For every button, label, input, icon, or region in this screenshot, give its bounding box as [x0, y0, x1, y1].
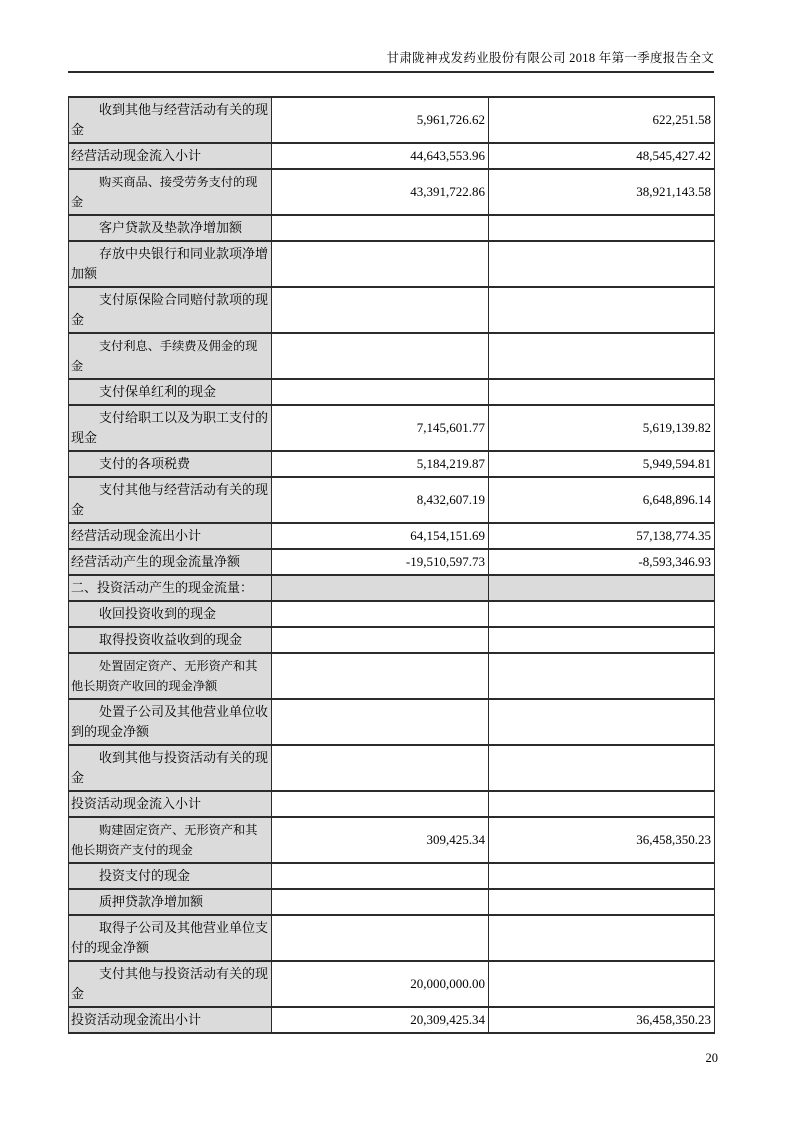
row-value-current [272, 627, 489, 653]
row-label: 经营活动现金流入小计 [69, 143, 272, 169]
row-value-current [272, 863, 489, 889]
table-row [69, 405, 715, 451]
row-label: 投资活动现金流出小计 [69, 1007, 272, 1033]
row-label: 购买商品、接受劳务支付的现金 [69, 169, 272, 215]
row-value-current: 8,432,607.19 [272, 477, 489, 523]
table-row [69, 451, 715, 477]
row-value-prior [489, 889, 715, 915]
row-value-prior [489, 915, 715, 961]
row-value-prior: 48,545,427.42 [489, 143, 715, 169]
row-value-current: 20,309,425.34 [272, 1007, 489, 1033]
row-value-current [272, 699, 489, 745]
row-value-current [272, 601, 489, 627]
row-value-current: 5,184,219.87 [272, 451, 489, 477]
table-row [69, 97, 715, 143]
table-row [69, 215, 715, 241]
row-value-prior [489, 863, 715, 889]
row-label: 取得投资收益收到的现金 [69, 627, 272, 653]
table-row [69, 575, 715, 601]
row-label: 支付保单红利的现金 [69, 379, 272, 405]
table-row [69, 379, 715, 405]
table-row [69, 143, 715, 169]
table-row [69, 241, 715, 287]
row-value-current: 64,154,151.69 [272, 523, 489, 549]
row-value-prior [489, 287, 715, 333]
row-label: 质押贷款净增加额 [69, 889, 272, 915]
table-row [69, 863, 715, 889]
row-value-current [272, 745, 489, 791]
row-value-prior [489, 379, 715, 405]
row-value-current: 5,961,726.62 [272, 97, 489, 143]
row-value-prior [489, 241, 715, 287]
table-row [69, 915, 715, 961]
row-label: 支付其他与投资活动有关的现金 [69, 961, 272, 1007]
row-value-prior: 38,921,143.58 [489, 169, 715, 215]
row-value-prior [489, 699, 715, 745]
row-value-prior [489, 575, 715, 601]
row-value-current [272, 791, 489, 817]
row-value-current [272, 575, 489, 601]
row-label: 收到其他与投资活动有关的现金 [69, 745, 272, 791]
table-row [69, 653, 715, 699]
row-value-prior [489, 627, 715, 653]
row-value-current: 20,000,000.00 [272, 961, 489, 1007]
row-value-prior [489, 745, 715, 791]
row-value-prior [489, 791, 715, 817]
row-label: 支付其他与经营活动有关的现金 [69, 477, 272, 523]
row-value-current [272, 915, 489, 961]
row-value-prior [489, 333, 715, 379]
page-number: 20 [705, 1051, 718, 1065]
row-value-current [272, 333, 489, 379]
row-value-prior: 57,138,774.35 [489, 523, 715, 549]
table-row [69, 549, 715, 575]
row-label: 投资活动现金流入小计 [69, 791, 272, 817]
row-value-prior [489, 653, 715, 699]
table-row [69, 961, 715, 1007]
cash-flow-table [68, 96, 715, 1034]
row-label: 收到其他与经营活动有关的现金 [69, 97, 272, 143]
header-title: 甘肃陇神戎发药业股份有限公司 2018 年第一季度报告全文 [386, 51, 714, 65]
row-value-current [272, 287, 489, 333]
row-label: 二、投资活动产生的现金流量： [69, 575, 272, 601]
table-row [69, 699, 715, 745]
row-label: 支付的各项税费 [69, 451, 272, 477]
row-value-prior: 622,251.58 [489, 97, 715, 143]
row-label: 投资支付的现金 [69, 863, 272, 889]
row-value-prior: 5,949,594.81 [489, 451, 715, 477]
row-label: 收回投资收到的现金 [69, 601, 272, 627]
cash-flow-table-body [69, 97, 715, 1033]
row-value-prior [489, 961, 715, 1007]
row-value-current [272, 215, 489, 241]
row-value-current: 44,643,553.96 [272, 143, 489, 169]
table-row [69, 791, 715, 817]
row-label: 支付给职工以及为职工支付的现金 [69, 405, 272, 451]
table-row [69, 889, 715, 915]
table-row [69, 333, 715, 379]
row-label: 购建固定资产、无形资产和其他长期资产支付的现金 [69, 817, 272, 863]
row-label: 处置固定资产、无形资产和其他长期资产收回的现金净额 [69, 653, 272, 699]
row-label: 取得子公司及其他营业单位支付的现金净额 [69, 915, 272, 961]
row-value-current [272, 889, 489, 915]
table-row [69, 601, 715, 627]
table-row [69, 477, 715, 523]
table-row [69, 169, 715, 215]
row-label: 客户贷款及垫款净增加额 [69, 215, 272, 241]
row-label: 经营活动现金流出小计 [69, 523, 272, 549]
row-value-current [272, 379, 489, 405]
table-row [69, 287, 715, 333]
row-value-current: 309,425.34 [272, 817, 489, 863]
row-label: 支付利息、手续费及佣金的现金 [69, 333, 272, 379]
row-value-prior: -8,593,346.93 [489, 549, 715, 575]
row-value-prior [489, 601, 715, 627]
row-value-prior: 5,619,139.82 [489, 405, 715, 451]
table-row [69, 745, 715, 791]
row-value-current: 7,145,601.77 [272, 405, 489, 451]
row-label: 经营活动产生的现金流量净额 [69, 549, 272, 575]
row-value-prior: 36,458,350.23 [489, 817, 715, 863]
page-header [68, 50, 714, 73]
row-label: 存放中央银行和同业款项净增加额 [69, 241, 272, 287]
row-value-current: 43,391,722.86 [272, 169, 489, 215]
table-row [69, 817, 715, 863]
row-value-prior: 6,648,896.14 [489, 477, 715, 523]
row-value-current [272, 241, 489, 287]
row-value-current: -19,510,597.73 [272, 549, 489, 575]
table-row [69, 523, 715, 549]
row-label: 支付原保险合同赔付款项的现金 [69, 287, 272, 333]
row-value-prior: 36,458,350.23 [489, 1007, 715, 1033]
table-row [69, 627, 715, 653]
table-row [69, 1007, 715, 1033]
row-value-current [272, 653, 489, 699]
row-value-prior [489, 215, 715, 241]
row-label: 处置子公司及其他营业单位收到的现金净额 [69, 699, 272, 745]
